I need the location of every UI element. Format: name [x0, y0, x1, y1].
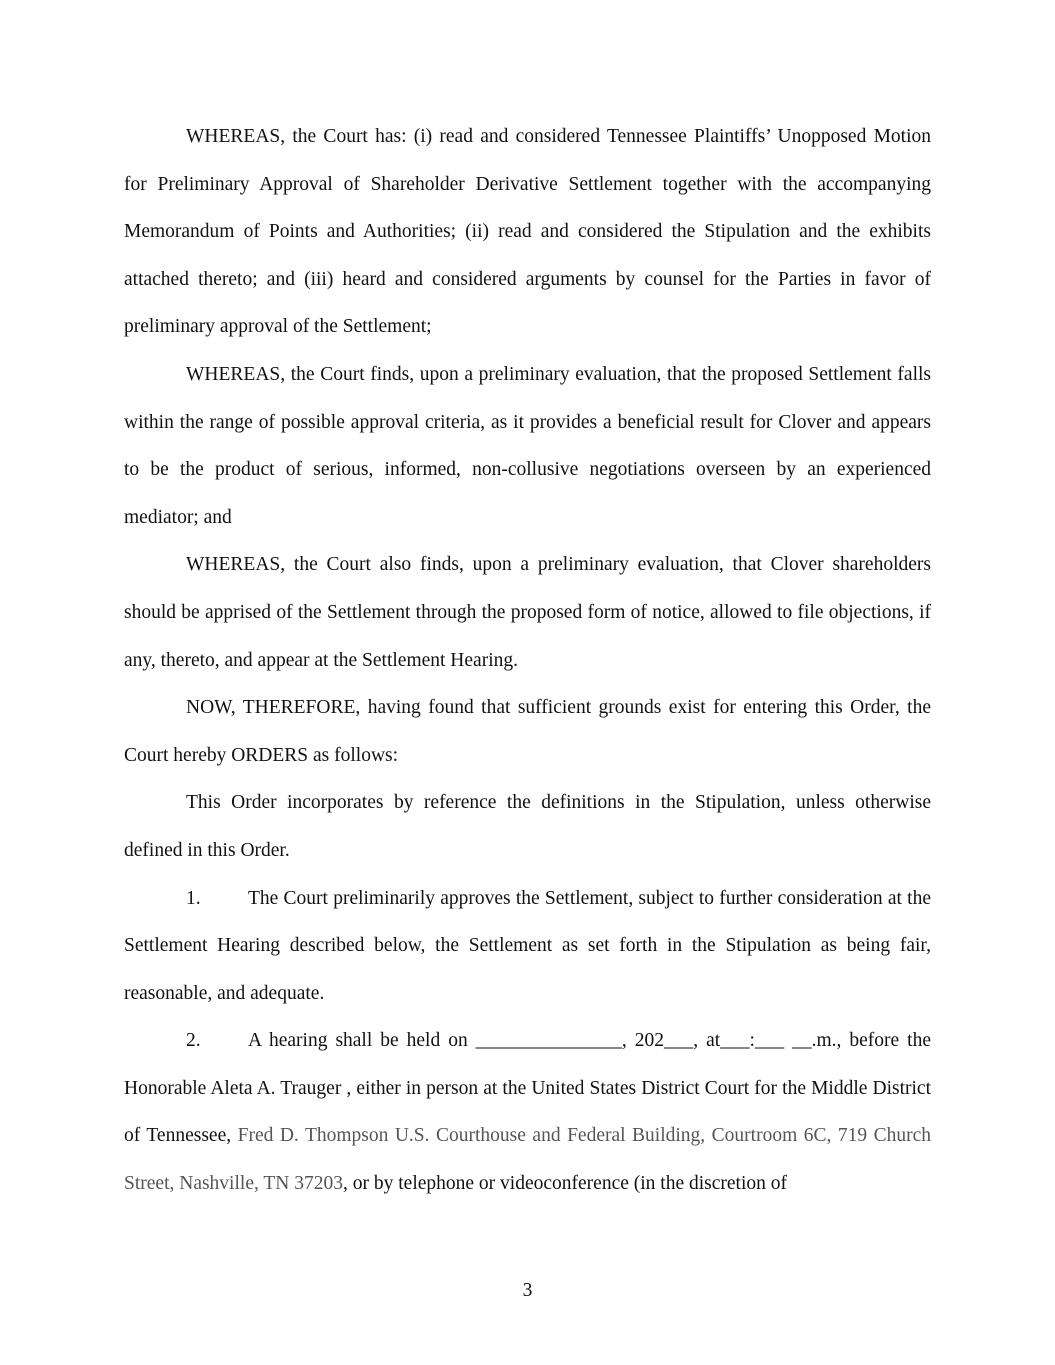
- whereas-paragraph-3: WHEREAS, the Court also finds, upon a preliminary evaluation, that Clover shareholders should be apprised of the Settlement through the proposed form of notice, allowed to file objections, if any, thereto, and appear at the Settlement Hearing.: [124, 554, 931, 671]
- paragraph-number-2: 2.: [186, 1030, 201, 1052]
- definitions-paragraph: This Order incorporates by reference the definitions in the Stipulation, unless otherwise defined in this Order.: [124, 792, 931, 861]
- page-number: 3: [522, 1280, 533, 1301]
- now-therefore-paragraph: NOW, THEREFORE, having found that sufficient grounds exist for entering this Order, the Court hereby ORDERS as follows:: [124, 697, 931, 766]
- paragraph-2-text-b: , or by telephone or videoconference (in the discretion of: [343, 1173, 787, 1195]
- paragraph-number-1: 1.: [186, 887, 201, 909]
- numbered-paragraph-2: [124, 1017, 931, 1207]
- whereas-paragraph-2: WHEREAS, the Court finds, upon a preliminary evaluation, that the proposed Settlement falls within the range of possible approval criteria, as it provides a beneficial result for Clover and appears to be the product of serious, informed, non-collusive negotiations overseen by an experienced mediator; and: [124, 363, 931, 528]
- whereas-paragraph-1: WHEREAS, the Court has: (i) read and considered Tennessee Plaintiffs’ Unopposed Motion for Preliminary Approval of Shareholder Derivative Settlement together with the accompanying Memorandum of Points and Authorities; (ii) read and considered the Stipulation and the exhibits attached thereto; and (iii) heard and considered arguments by counsel for the Parties in favor of preliminary approval of the Settlement;: [124, 126, 931, 338]
- paragraph-1-text: The Court preliminarily approves the Settlement, subject to further consideration at the Settlement Hearing described below, the Settlement as set forth in the Stipulation as being fair, reasonable, and adequate.: [124, 887, 931, 1004]
- order-body: [124, 113, 931, 1208]
- numbered-paragraph-1: [124, 875, 931, 1018]
- courthouse-address: Fred D. Thompson U.S. Courthouse and Federal Building, Courtroom 6C, 719 Church Street, Nashville, TN 37203: [124, 1125, 931, 1195]
- paragraph-2-text-a: A hearing shall be held on _______________, 202___, at___:___ __.m., before the Honorable Aleta A. Trauger , either in person at the United States District Court for the Middle District of Tennessee,: [124, 1030, 931, 1147]
